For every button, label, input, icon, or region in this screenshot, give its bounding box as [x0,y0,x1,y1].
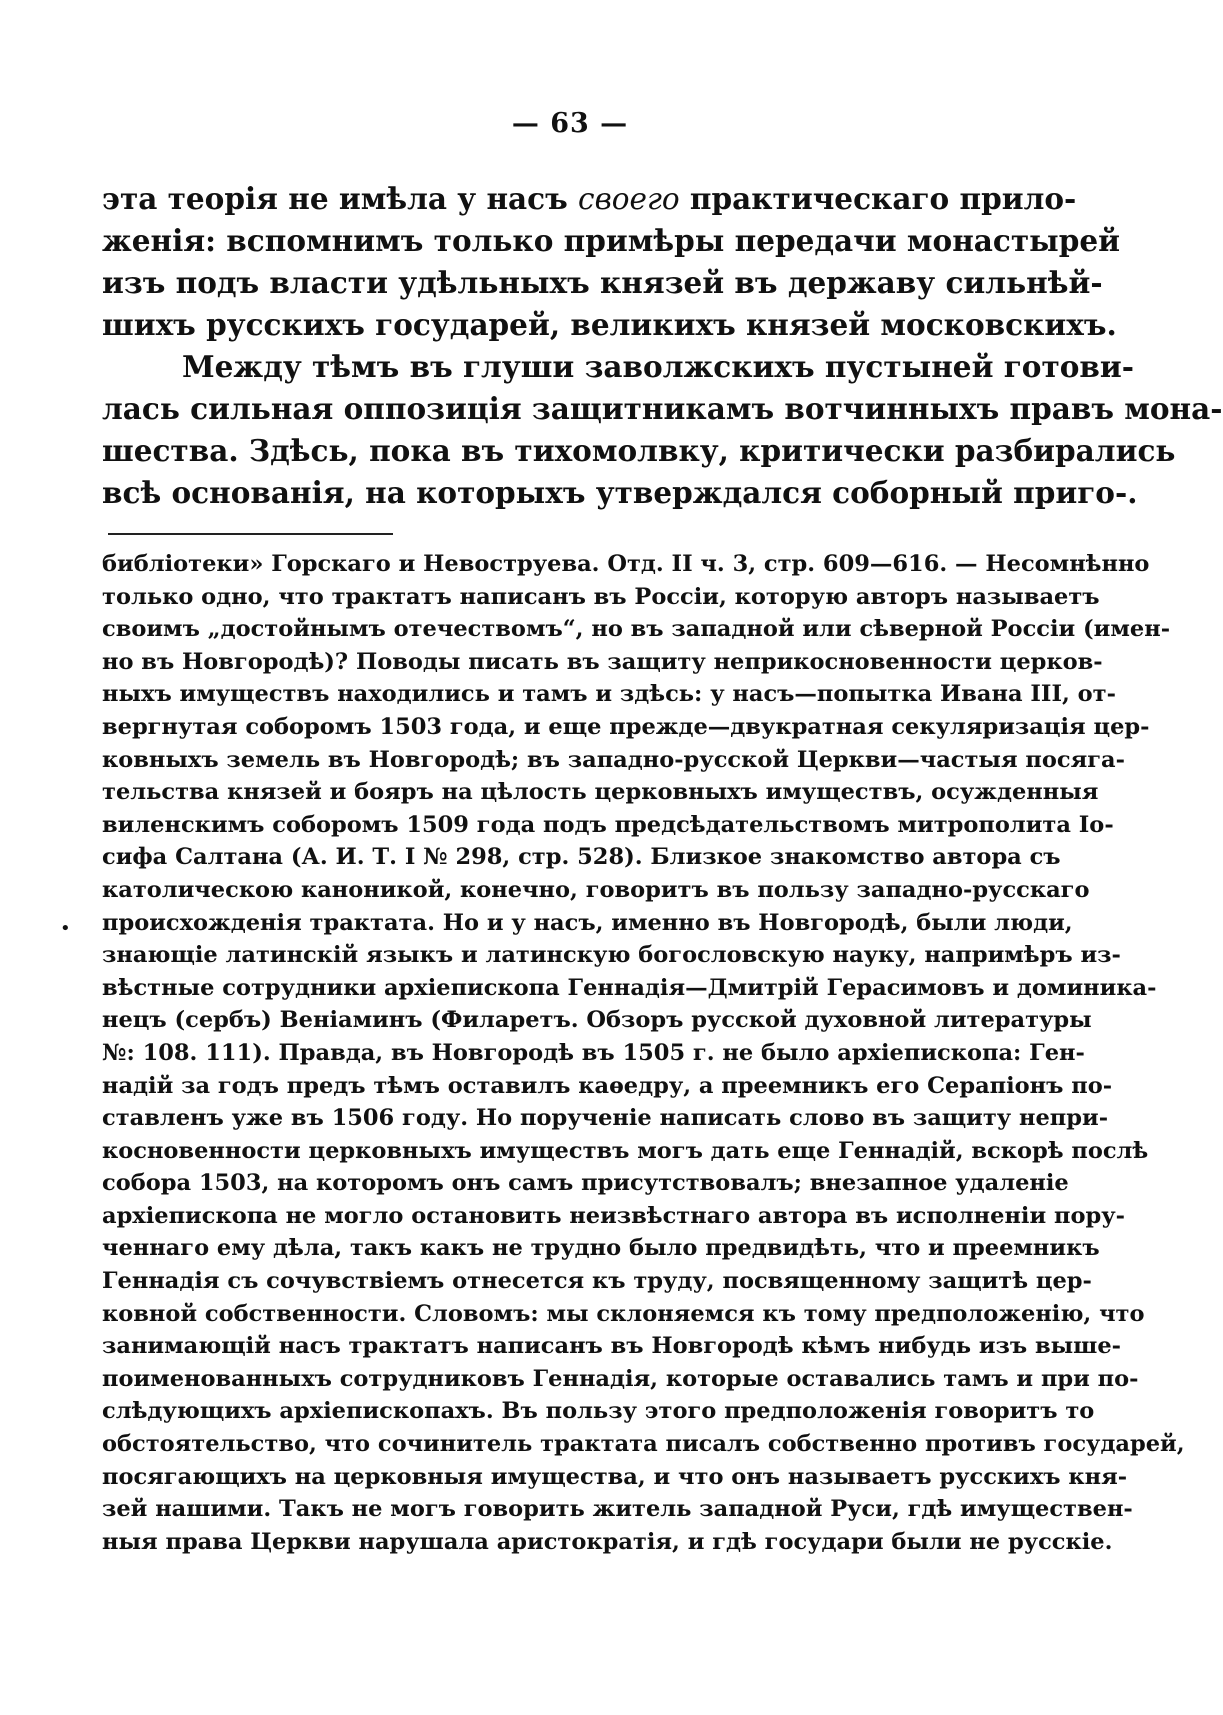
main-line [102,178,1077,220]
footnote-line: ныя права Церкви нарушала аристократія, и гдѣ государи были не русскіе. [102,1528,1113,1555]
footnote-line: занимающій насъ трактатъ написанъ въ Новгородѣ кѣмъ нибудь изъ выше- [102,1333,1121,1360]
footnote-line: происхожденія трактата. Но и у насъ, именно въ Новгородѣ, были люди, [102,909,1073,936]
footnote-line: Геннадія съ сочувствіемъ отнесется къ труду, посвященному защитѣ цер- [102,1268,1092,1295]
main-line: изъ подъ власти удѣльныхъ князей въ державу сильнѣй- [102,265,1103,300]
footnote-line: знающіе латинскій языкъ и латинскую богословскую науку, напримѣръ из- [102,942,1121,969]
footnote-line: №: 108. 111). Правда, въ Новгородѣ въ 1505 г. не было архіепископа: Ген- [102,1039,1085,1066]
main-line: Между тѣмъ въ глуши заволжскихъ пустыней готови- [182,349,1135,384]
main-line: женія: вспомнимъ только примѣры передачи монастырей [102,223,1120,258]
footnote-line: ставленъ уже въ 1506 году. Но порученіе написать слово въ защиту непри- [102,1105,1109,1132]
footnote-line: собора 1503, на которомъ онъ самъ присутствовалъ; внезапное удаленіе [102,1170,1069,1197]
main-line: лась сильная оппозиція защитникамъ вотчинныхъ правъ мона- [102,391,1223,426]
main-line: всѣ основанія, на которыхъ утверждался соборный приго-. [102,475,1138,510]
footnote-line: зей нашими. Такъ не могъ говорить житель западной Руси, гдѣ имуществен- [102,1496,1133,1523]
footnote-line: ныхъ имуществъ находились и тамъ и здѣсь: у насъ—попытка Ивана III, от- [102,681,1116,708]
main-line-1-end: практическаго прило- [679,181,1077,216]
italic-word: своего [578,182,680,216]
footnote-line: католическою каноникой, конечно, говоритъ въ пользу западно-русскаго [102,876,1090,903]
footnote-separator [108,533,393,535]
main-text [102,178,1223,514]
footnote-line: только одно, что трактатъ написанъ въ Россіи, которую авторъ называетъ [102,583,1100,610]
footnote-line: нецъ (сербъ) Веніаминъ (Филаретъ. Обзоръ русской духовной литературы [102,1007,1092,1034]
footnote-line: поименованныхъ сотрудниковъ Геннадія, которые оставались тамъ и при по- [102,1365,1139,1392]
footnote-line: но въ Новгородѣ)? Поводы писать въ защиту неприкосновенности церков- [102,648,1103,675]
footnote-line: ковныхъ земель въ Новгородѣ; въ западно-русской Церкви—частыя посяга- [102,746,1125,773]
footnote-line: архіепископа не могло остановить неизвѣстнаго автора въ исполненіи пору- [102,1202,1125,1229]
footnote-line: библіотеки» Горскаго и Невоструева. Отд. II ч. 3, стр. 609—616. — Несомнѣнно [102,551,1150,577]
footnote-line: посягающихъ на церковныя имущества, и что онъ называетъ русскихъ кня- [102,1463,1128,1490]
footnote-line: вергнутая соборомъ 1503 года, и еще прежде—двукратная секуляризація цер- [102,713,1150,740]
footnote-line: слѣдующихъ архіепископахъ. Въ пользу этого предположенія говоритъ то [102,1398,1095,1425]
main-line: шества. Здѣсь, пока въ тихомолвку, критически разбирались [102,433,1176,468]
main-line-1-start: эта теорія не имѣла у насъ [102,181,579,216]
footnote-line: виленскимъ соборомъ 1509 года подъ предсѣдательствомъ митрополита Іо- [102,811,1114,838]
margin-mark: • [60,918,71,939]
footnote-line: ченнаго ему дѣла, такъ какъ не трудно было предвидѣть, что и преемникъ [102,1235,1100,1262]
footnote-line: надій за годъ предъ тѣмъ оставилъ каѳедру, а преемникъ его Серапіонъ по- [102,1072,1113,1099]
page-number: — 63 — [511,108,629,139]
footnote-line: тельства князей и бояръ на цѣлость церковныхъ имуществъ, осужденныя [102,779,1099,806]
footnote-line: своимъ „достойнымъ отечествомъ“, но въ западной или сѣверной Россіи (имен- [102,616,1171,643]
footnote-line: косновенности церковныхъ имуществъ могъ дать еще Геннадій, вскорѣ послѣ [102,1137,1149,1164]
footnote-line: ковной собственности. Словомъ: мы склоняемся къ тому предположенію, что [102,1300,1145,1327]
footnote-line: обстоятельство, что сочинитель трактата писалъ собственно противъ государей, [102,1431,1185,1458]
footnote-line: вѣстные сотрудники архіепископа Геннадія—Дмитрій Герасимовъ и доминика- [102,974,1157,1001]
footnote-line: сифа Салтана (А. И. Т. I № 298, стр. 528). Близкое знакомство автора съ [102,844,1061,871]
footnote-text [102,548,1185,1558]
main-line: шихъ русскихъ государей, великихъ князей московскихъ. [102,307,1117,342]
